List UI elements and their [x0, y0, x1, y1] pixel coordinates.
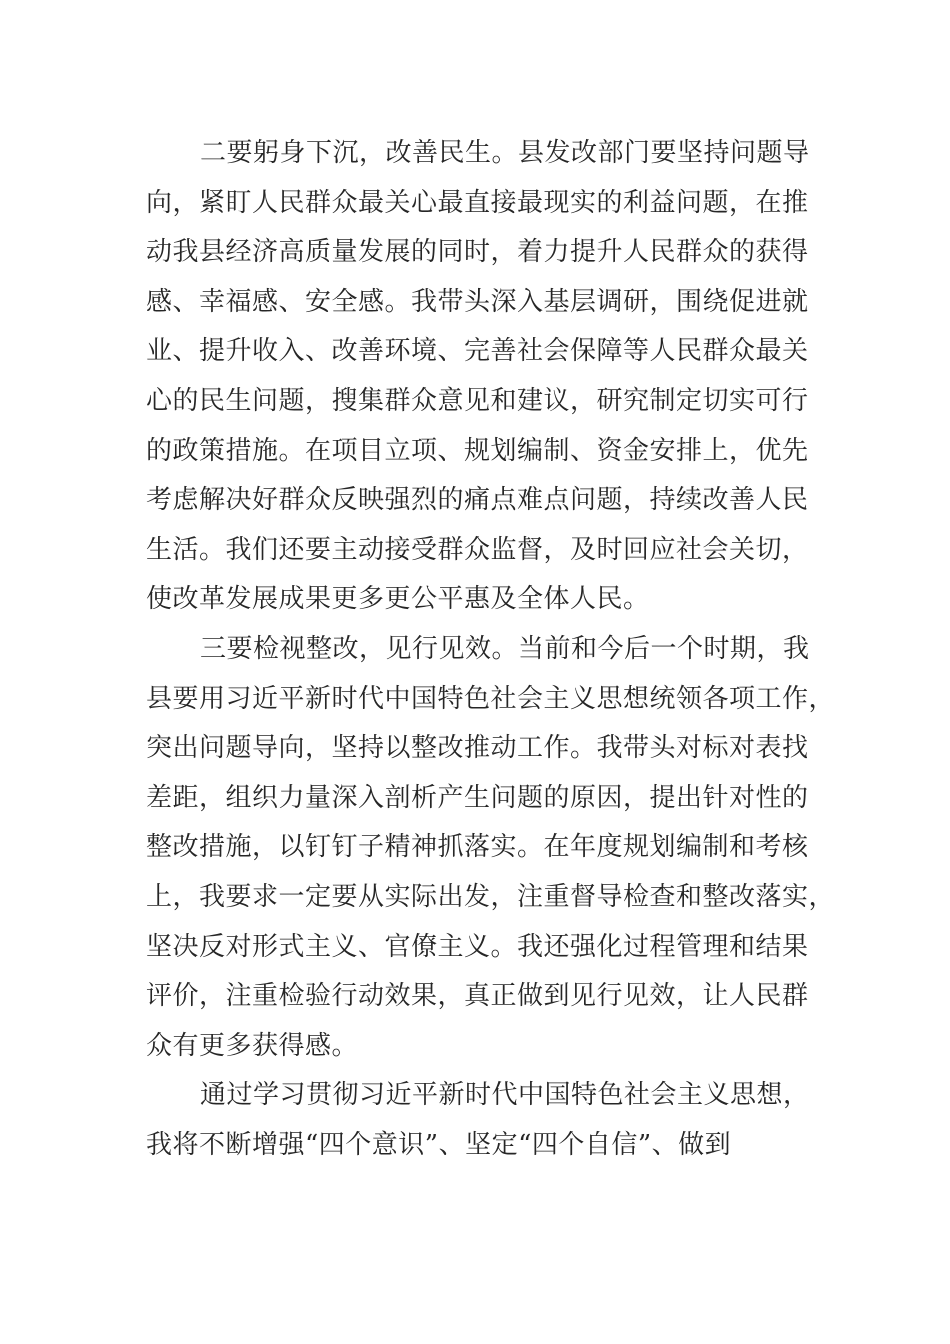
- paragraph-3-line-1: 通过学习贯彻习近平新时代中国特色社会主义思想，: [200, 1080, 810, 1110]
- paragraph-2-line-5: 整改措施，以钉钉子精神抓落实。在年度规划编制和考核: [146, 832, 809, 862]
- paragraph-2-line-2: 县要用习近平新时代中国特色社会主义思想统领各项工作，: [146, 684, 836, 714]
- paragraph-2-line-9: 众有更多获得感。: [146, 1031, 359, 1061]
- paragraph-1-line-8: 考虑解决好群众反映强烈的痛点难点问题，持续改善人民: [146, 485, 809, 515]
- paragraph-2-line-1: 三要检视整改，见行见效。当前和今后一个时期，我: [200, 634, 810, 664]
- paragraph-2-line-6: 上，我要求一定要从实际出发，注重督导检查和整改落实，: [146, 882, 836, 912]
- paragraph-1-line-9: 生活。我们还要主动接受群众监督，及时回应社会关切，: [146, 535, 809, 565]
- paragraph-1-line-4: 感、幸福感、安全感。我带头深入基层调研，围绕促进就: [146, 287, 809, 317]
- paragraph-2-line-7: 坚决反对形式主义、官僚主义。我还强化过程管理和结果: [146, 932, 809, 962]
- paragraph-1-line-6: 心的民生问题，搜集群众意见和建议，研究制定切实可行: [146, 386, 809, 416]
- paragraph-1-line-2: 向，紧盯人民群众最关心最直接最现实的利益问题，在推: [146, 188, 809, 218]
- paragraph-1-line-3: 动我县经济高质量发展的同时，着力提升人民群众的获得: [146, 237, 809, 267]
- paragraph-2-line-3: 突出问题导向，坚持以整改推动工作。我带头对标对表找: [146, 733, 809, 763]
- paragraph-1-line-1: 二要躬身下沉，改善民生。县发改部门要坚持问题导: [200, 138, 810, 168]
- paragraph-1-line-5: 业、提升收入、改善环境、完善社会保障等人民群众最关: [146, 336, 809, 366]
- paragraph-3-line-2: 我将不断增强“四个意识”、坚定“四个自信”、做到: [146, 1130, 732, 1160]
- paragraph-1-line-10: 使改革发展成果更多更公平惠及全体人民。: [146, 584, 650, 614]
- paragraph-2-line-8: 评价，注重检验行动效果，真正做到见行见效，让人民群: [146, 981, 809, 1011]
- paragraph-2-line-4: 差距，组织力量深入剖析产生问题的原因，提出针对性的: [146, 783, 809, 813]
- paragraph-1-line-7: 的政策措施。在项目立项、规划编制、资金安排上，优先: [146, 436, 809, 466]
